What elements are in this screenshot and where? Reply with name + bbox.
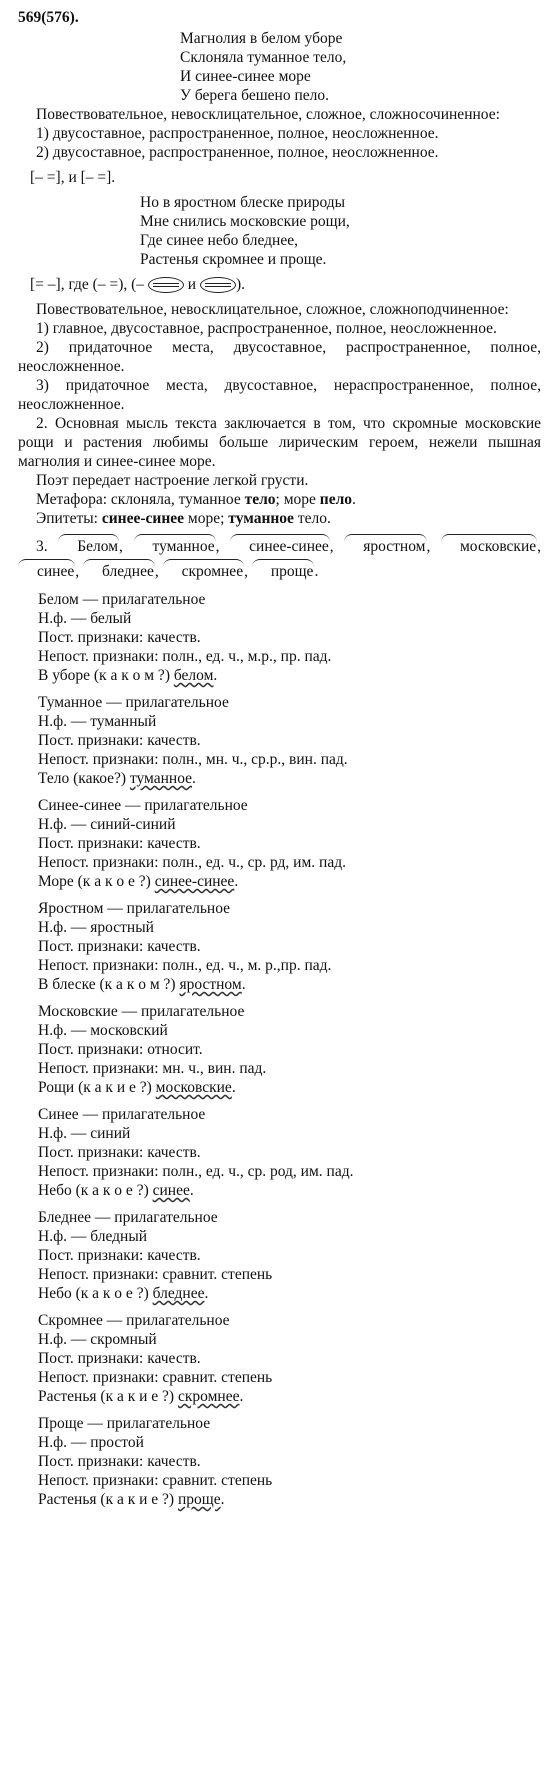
context-end: .	[234, 873, 239, 890]
context-word: туманное	[129, 770, 193, 787]
task-3-word-list: 3. Белом, туманное, синее-синее, яростном, московские, синее, бледнее, скромнее, проще.	[18, 534, 541, 584]
context-end: .	[213, 667, 218, 684]
metaphor-end: .	[352, 491, 356, 508]
poem-line: И синее-синее море	[180, 68, 311, 85]
context-question: В блеске (к а к о м ?)	[38, 976, 176, 993]
context-question: Растенья (к а к и е ?)	[38, 1388, 175, 1405]
analysis-heading: Московские — прилагательное	[38, 1003, 245, 1020]
context-word: бледнее	[152, 1285, 205, 1302]
metaphor-sep: ; море	[275, 491, 316, 508]
context-question: Небо (к а к о е ?)	[38, 1285, 149, 1302]
analysis-block	[38, 1311, 541, 1406]
variable-features: Непост. признаки: полн., мн. ч., ср.р., вин. пад.	[38, 751, 348, 768]
analysis-block	[38, 1002, 541, 1097]
context-end: .	[220, 1491, 225, 1508]
context-question: Море (к а к о е ?)	[38, 873, 151, 890]
poem-line: Растенья скромнее и проще.	[140, 251, 327, 268]
context-line	[38, 1387, 541, 1406]
morphemic-word: московские	[441, 534, 537, 559]
analysis-block	[38, 1414, 541, 1509]
mood-paragraph: Поэт передает настроение легкой грусти.	[36, 472, 309, 489]
variable-features: Непост. признаки: мн. ч., вин. пад.	[38, 1060, 267, 1077]
morphemic-word: бледнее	[83, 559, 155, 584]
morphological-analysis	[38, 590, 541, 1509]
analysis-block	[38, 899, 541, 994]
constant-features: Пост. признаки: качеств.	[38, 1144, 201, 1161]
poem-line: Где синее небо бледнее,	[140, 232, 298, 249]
analysis-heading: Проще — прилагательное	[38, 1415, 211, 1432]
morphemic-word: яростном	[344, 534, 426, 559]
variable-features: Непост. признаки: полн., ед. ч., ср. род, им. пад.	[38, 1163, 354, 1180]
context-end: .	[239, 1388, 244, 1405]
variable-features: Непост. признаки: сравнит. степень	[38, 1266, 273, 1283]
initial-form: Н.ф. — белый	[38, 610, 132, 627]
context-line	[38, 666, 541, 685]
context-line	[38, 872, 541, 891]
analysis-block	[38, 1208, 541, 1303]
epithet-label: Эпитеты:	[36, 510, 98, 527]
analysis-heading: Туманное — прилагательное	[38, 694, 229, 711]
morphemic-word: туманное	[134, 534, 216, 559]
context-question: Рощи (к а к и е ?)	[38, 1079, 152, 1096]
initial-form: Н.ф. — яростный	[38, 919, 154, 936]
context-end: .	[189, 1182, 194, 1199]
initial-form: Н.ф. — московский	[38, 1022, 168, 1039]
morphemic-word: синее-синее	[230, 534, 330, 559]
constant-features: Пост. признаки: качеств.	[38, 938, 201, 955]
morphemic-word: синее	[18, 559, 75, 584]
homogeneous-predicate-oval-icon	[148, 277, 184, 293]
sentence-1-characteristic: Повествовательное, невосклицательное, сложное, сложносочиненное:	[36, 106, 500, 123]
initial-form: Н.ф. — скромный	[38, 1331, 157, 1348]
analysis-heading: Белом — прилагательное	[38, 591, 206, 608]
analysis-block	[38, 693, 541, 788]
homogeneous-predicate-oval-icon	[200, 277, 236, 293]
context-question: Небо (к а к о е ?)	[38, 1182, 149, 1199]
epithet-word: синее-синее	[101, 510, 185, 527]
metaphor-word: пело	[319, 491, 353, 508]
scheme-text: [= –], где (– =), (–	[30, 276, 145, 293]
poem-line: Мне снились московские рощи,	[140, 213, 350, 230]
poem-line: Но в яростном блеске природы	[140, 194, 346, 211]
metaphor-label: Метафора: склоняла, туманное	[36, 491, 241, 508]
constant-features: Пост. признаки: качеств.	[38, 1247, 201, 1264]
initial-form: Н.ф. — синий-синий	[38, 816, 176, 833]
context-word: синее-синее	[154, 873, 235, 890]
metaphor-line	[18, 490, 541, 509]
analysis-block	[38, 590, 541, 685]
constant-features: Пост. признаки: относит.	[38, 1041, 203, 1058]
context-line	[38, 1078, 541, 1097]
initial-form: Н.ф. — туманный	[38, 713, 157, 730]
exercise-number: 569(576).	[18, 9, 79, 26]
constant-features: Пост. признаки: качеств.	[38, 732, 201, 749]
sentence-2-part-3: 3) придаточное места, двусоставное, нераспространенное, полное, неосложненное.	[18, 377, 541, 413]
context-end: .	[204, 1285, 209, 1302]
context-line	[38, 1181, 541, 1200]
morphemic-word: скромнее	[163, 559, 244, 584]
sentence-1-part-1: 1) двусоставное, распространенное, полное, неосложненное.	[36, 125, 439, 142]
task-3-label: 3.	[36, 538, 48, 555]
analysis-heading: Яростном — прилагательное	[38, 900, 231, 917]
sentence-2-scheme	[30, 275, 541, 294]
context-line	[38, 975, 541, 994]
poem-stanza-2	[140, 193, 541, 269]
context-word: скромнее	[177, 1388, 240, 1405]
context-word: яростном	[179, 976, 242, 993]
poem-line: Магнолия в белом уборе	[180, 30, 343, 47]
context-end: .	[231, 1079, 236, 1096]
initial-form: Н.ф. — простой	[38, 1434, 144, 1451]
initial-form: Н.ф. — синий	[38, 1125, 131, 1142]
constant-features: Пост. признаки: качеств.	[38, 1453, 201, 1470]
constant-features: Пост. признаки: качеств.	[38, 1350, 201, 1367]
analysis-heading: Синее — прилагательное	[38, 1106, 206, 1123]
analysis-heading: Синее-синее — прилагательное	[38, 797, 248, 814]
epithet-end: тело.	[293, 510, 331, 527]
sentence-1-scheme: [– =], и [– =].	[30, 169, 116, 186]
analysis-block	[38, 796, 541, 891]
poem-stanza-1	[180, 29, 541, 105]
main-idea-paragraph: 2. Основная мысль текста заключается в том, что скромные московские рощи и растения любимы больше лирическим героем, нежели пышная магнолия и синее-синее море.	[18, 415, 541, 470]
context-question: Тело (какое?)	[38, 770, 127, 787]
context-end: .	[241, 976, 246, 993]
context-line	[38, 769, 541, 788]
constant-features: Пост. признаки: качеств.	[38, 835, 201, 852]
scheme-text: ).	[235, 276, 245, 293]
epithet-line	[18, 509, 541, 528]
sentence-2-part-1: 1) главное, двусоставное, распространенное, полное, неосложненное.	[36, 320, 497, 337]
context-line	[38, 1490, 541, 1509]
context-word: синее	[152, 1182, 190, 1199]
epithet-sep: море;	[184, 510, 225, 527]
sentence-2-characteristic: Повествовательное, невосклицательное, сложное, сложноподчиненное:	[36, 301, 509, 318]
context-word: проще	[177, 1491, 221, 1508]
analysis-heading: Бледнее — прилагательное	[38, 1209, 218, 1226]
sentence-1-part-2: 2) двусоставное, распространенное, полное, неосложненное.	[36, 144, 439, 161]
scheme-text: и	[187, 276, 197, 293]
analysis-heading: Скромнее — прилагательное	[38, 1312, 230, 1329]
variable-features: Непост. признаки: полн., ед. ч., м.р., пр. пад.	[38, 648, 332, 665]
context-question: Растенья (к а к и е ?)	[38, 1491, 175, 1508]
variable-features: Непост. признаки: полн., ед. ч., м. р.,пр. пад.	[38, 957, 332, 974]
epithet-word: туманное	[228, 510, 294, 527]
variable-features: Непост. признаки: полн., ед. ч., ср. рд, им. пад.	[38, 854, 346, 871]
poem-line: Склоняла туманное тело,	[180, 49, 347, 66]
initial-form: Н.ф. — бледный	[38, 1228, 148, 1245]
metaphor-word: тело	[244, 491, 276, 508]
context-question: В уборе (к а к о м ?)	[38, 667, 170, 684]
morphemic-word: Белом	[58, 534, 119, 559]
constant-features: Пост. признаки: качеств.	[38, 629, 201, 646]
analysis-block	[38, 1105, 541, 1200]
poem-line: У берега бешено пело.	[180, 87, 329, 104]
variable-features: Непост. признаки: сравнит. степень	[38, 1369, 273, 1386]
context-word: московские	[155, 1079, 232, 1096]
context-line	[38, 1284, 541, 1303]
context-word: белом	[173, 667, 214, 684]
variable-features: Непост. признаки: сравнит. степень	[38, 1472, 273, 1489]
context-end: .	[192, 770, 196, 787]
morphemic-word: проще	[252, 559, 315, 584]
sentence-2-part-2: 2) придаточное места, двусоставное, распространенное, полное, неосложненное.	[18, 339, 541, 375]
